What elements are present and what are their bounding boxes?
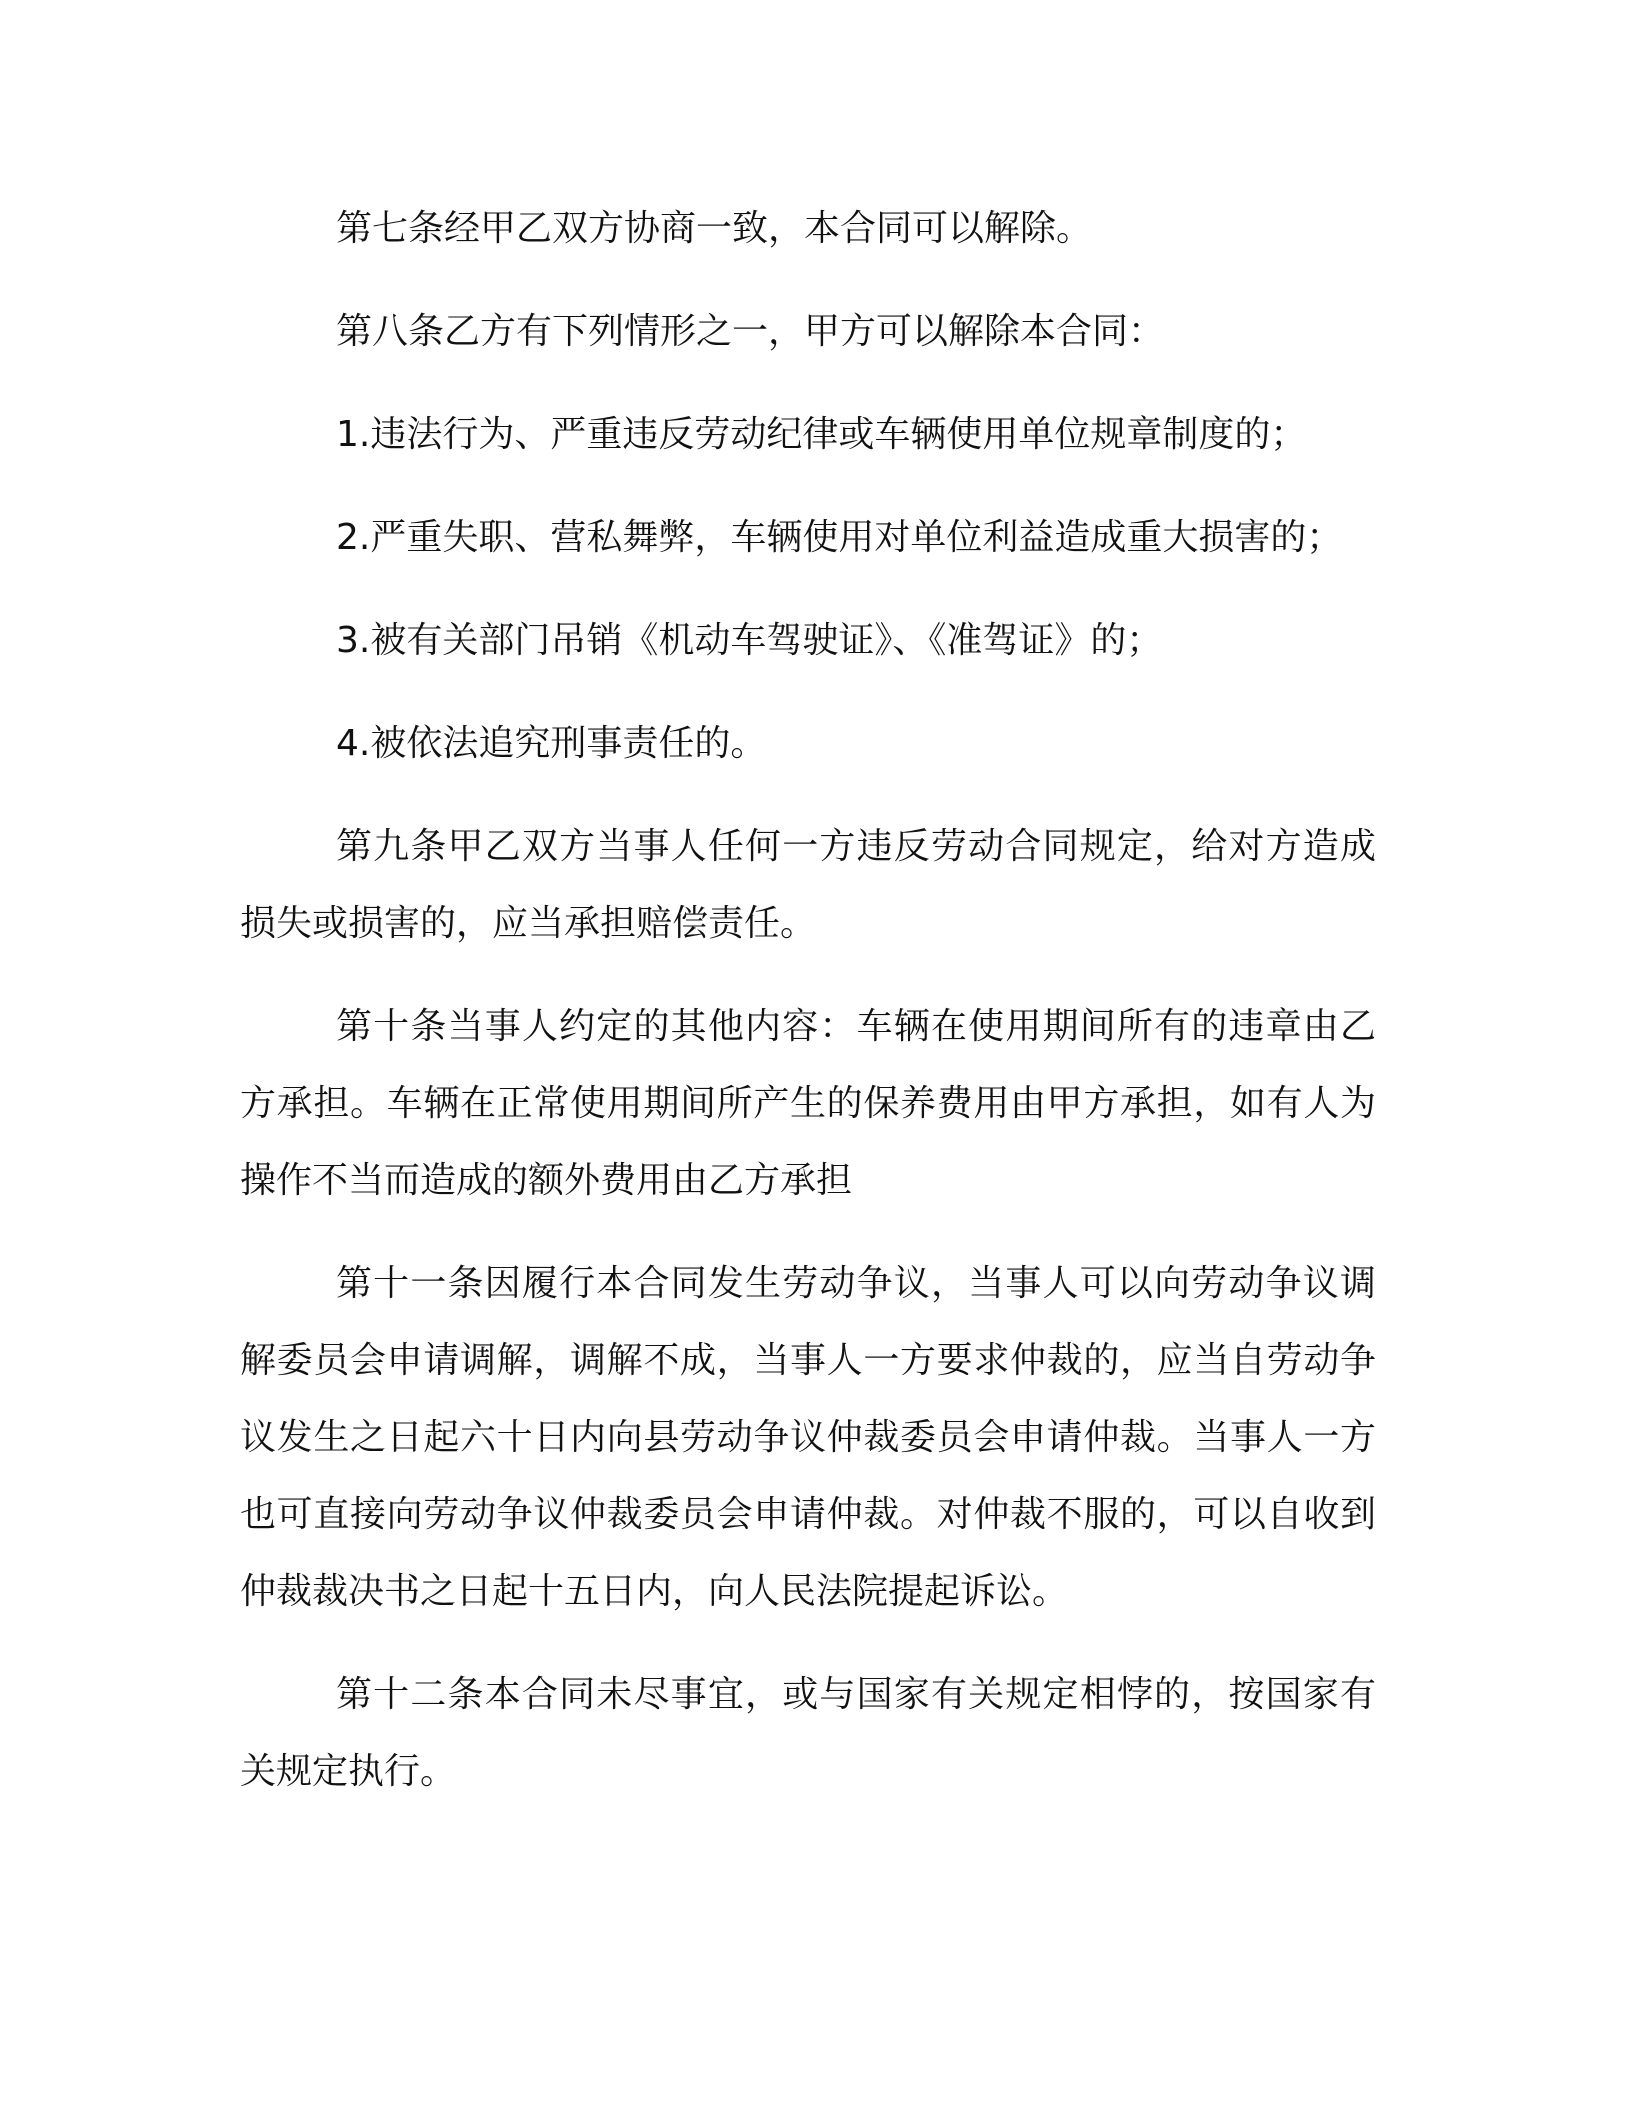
article-7-paragraph: 第七条经甲乙双方协商一致，本合同可以解除。 [336,208,1093,249]
article-11-paragraph: 第十一条因履行本合同发生劳动争议，当事人可以向劳动争议调解委员会申请调解，调解不成，当事人一方要求仲裁的，应当自劳动争议发生之日起六十日内向县劳动争议仲裁委员会申请仲裁。当事人一方也可直接向劳动争议仲裁委员会申请仲裁。对仲裁不服的，可以自收到仲裁裁决书之日起十五日内，向人民法院提起诉讼。 [240,1263,1376,1612]
article-9-paragraph: 第九条甲乙双方当事人任何一方违反劳动合同规定，给对方造成损失或损害的，应当承担赔偿责任。 [240,826,1376,944]
article-8-paragraph: 第八条乙方有下列情形之一，甲方可以解除本合同： [336,311,1165,352]
article-12-paragraph: 第十二条本合同未尽事宜，或与国家有关规定相悖的，按国家有关规定执行。 [240,1674,1376,1792]
article-8-item-2: 2.严重失职、营私舞弊，车辆使用对单位利益造成重大损害的； [336,517,1343,558]
article-8-item-4: 4.被依法追究刑事责任的。 [336,723,767,764]
article-8-item-3: 3.被有关部门吊销《机动车驾驶证》、《准驾证》的； [336,620,1163,661]
document-body [240,190,1376,1836]
article-8-item-1: 1.违法行为、严重违反劳动纪律或车辆使用单位规章制度的； [336,414,1307,455]
article-10-paragraph: 第十条当事人约定的其他内容：车辆在使用期间所有的违章由乙方承担。车辆在正常使用期间所产生的保养费用由甲方承担，如有人为操作不当而造成的额外费用由乙方承担 [240,1006,1376,1201]
